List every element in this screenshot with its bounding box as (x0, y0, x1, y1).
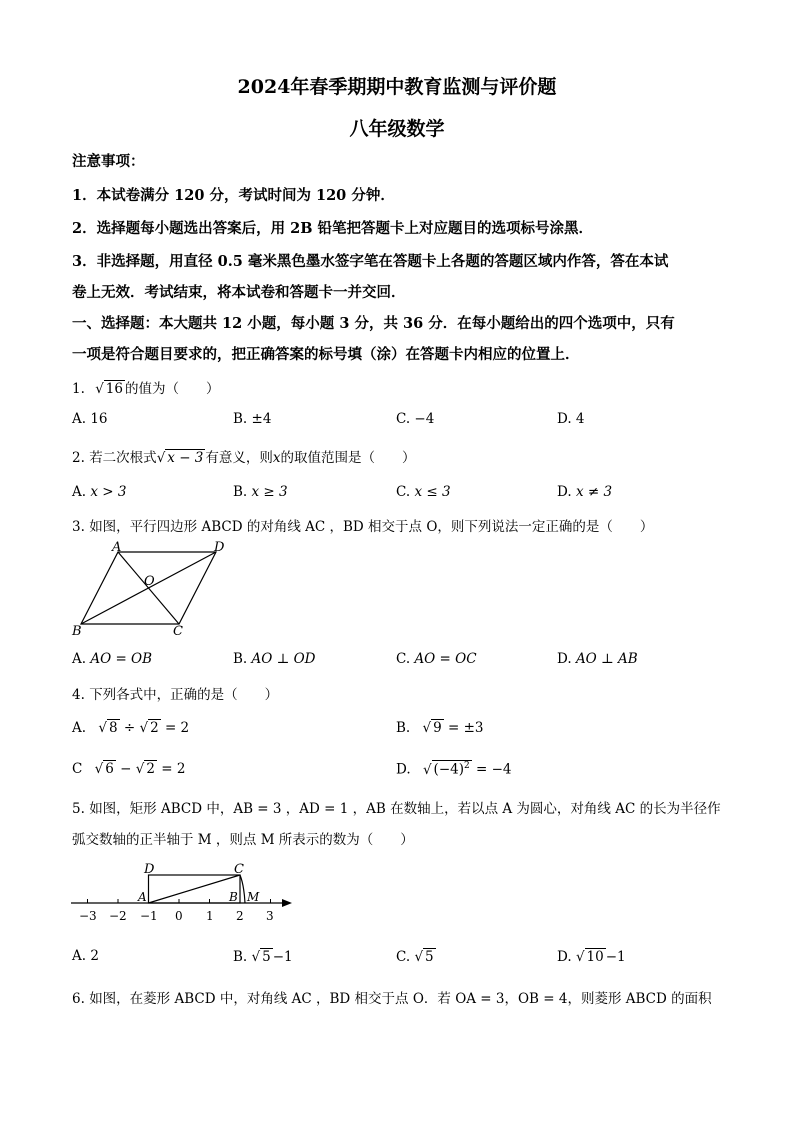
notice-item-3: 3．非选择题，用直径 0.5 毫米黑色墨水签字笔在答题卡上各题的答题区域内作答，答在本试 (72, 253, 669, 270)
question-1-radicand: 16 (105, 381, 123, 397)
label-o: O (144, 574, 155, 589)
label-b: B (229, 890, 238, 904)
question-2-radicand: x − 3 (167, 450, 204, 466)
question-1-option-b[interactable]: B. ±4 (233, 411, 272, 427)
question-4-option-a[interactable]: A. √ 8 ÷ √ 2 = 2 (72, 720, 190, 736)
diagonal-ac (149, 875, 241, 903)
question-4-option-d[interactable]: D. √ $(-4)^2 = -4$ (396, 761, 512, 778)
tick-label-0: 0 (175, 909, 183, 923)
question-6-stem: 6. 如图，在菱形 ABCD 中，对角线 AC ，BD 相交于点 O．若 OA = 3，OB = 4，则菱形 ABCD 的面积 (72, 991, 712, 1007)
parallelogram-figure (66, 540, 236, 640)
tick-label-neg1: −1 (140, 909, 158, 923)
tick-label-2: 2 (236, 909, 244, 923)
label-m: M (247, 890, 260, 904)
question-1-option-c[interactable]: C. −4 (396, 411, 435, 427)
tick-label-3: 3 (266, 909, 274, 923)
notice-item-2: 2．选择题每小题选出答案后，用 2B 铅笔把答题卡上对应题目的选项标号涂黑． (72, 220, 594, 237)
question-4-option-b[interactable]: B. √ 9 = ±3 (396, 720, 484, 736)
page-title: 2024年春季期期中教育监测与评价题 (237, 76, 557, 98)
arc-cm (240, 875, 245, 903)
tick-label-1: 1 (206, 909, 214, 923)
label-d: D (144, 862, 155, 877)
label-b: B (72, 624, 82, 639)
question-4-stem: 4. 下列各式中，正确的是（ ） (72, 687, 279, 703)
number-line-figure (66, 855, 306, 930)
label-c: C (234, 862, 244, 877)
question-5-option-a[interactable]: A. 2 (72, 948, 99, 964)
tick-label-neg3: −3 (79, 909, 97, 923)
tick-label-neg2: −2 (109, 909, 127, 923)
question-2-option-a[interactable]: A. x > 3 (72, 484, 127, 500)
question-3-option-a[interactable]: A. AO = OB (72, 651, 153, 667)
question-5-stem-line2: 弧交数轴的正半轴于 M ，则点 M 所表示的数为（ ） (72, 832, 414, 848)
question-3-option-d[interactable]: D. AO ⊥ AB (557, 651, 638, 667)
axis-arrow (282, 899, 292, 907)
question-2-option-c[interactable]: C. x ≤ 3 (396, 484, 451, 500)
label-a: A (138, 890, 147, 904)
page-subtitle: 八年级数学 (349, 118, 445, 140)
notice-item-3-cont: 卷上无效．考试结束，将本试卷和答题卡一并交回． (72, 284, 406, 301)
question-3-stem: 3. 如图，平行四边形 ABCD 的对角线 AC ，BD 相交于点 O，则下列说法一定正确的是（ ） (72, 519, 654, 535)
label-d: D (214, 540, 225, 555)
question-2-option-b[interactable]: B. x ≥ 3 (233, 484, 288, 500)
question-5-option-c[interactable]: C. √ 5 (396, 949, 434, 965)
question-3-option-b[interactable]: B. AO ⊥ OD (233, 651, 316, 667)
question-1-stem: 1. √ 16 的值为（ ） (72, 381, 220, 397)
question-4-option-c[interactable]: C √ 6 − √ 2 = 2 (72, 761, 186, 777)
label-a: A (112, 540, 122, 555)
question-1-option-d[interactable]: D. 4 (557, 411, 585, 427)
question-2-stem: 2. 若二次根式√ x − 3 有意义，则x的取值范围是（ ） (72, 450, 416, 466)
question-3-option-c[interactable]: C. AO = OC (396, 651, 477, 667)
notice-heading: 注意事项： (72, 153, 145, 170)
label-c: C (173, 624, 183, 639)
notice-item-1: 1．本试卷满分 120 分，考试时间为 120 分钟． (72, 187, 395, 204)
question-5-option-b[interactable]: B. √ 5 −1 (233, 949, 293, 965)
section-heading-line1: 一、选择题：本大题共 12 小题，每小题 3 分，共 36 分．在每小题给出的四个选项中，只有 (72, 315, 675, 332)
question-5-stem-line1: 5. 如图，矩形 ABCD 中，AB = 3 ，AD = 1 ，AB 在数轴上，若以点 A 为圆心，对角线 AC 的长为半径作 (72, 801, 721, 817)
question-5-option-d[interactable]: D. √ 10 −1 (557, 949, 626, 965)
question-2-option-d[interactable]: D. x ≠ 3 (557, 484, 613, 500)
question-1-option-a[interactable]: A. 16 (72, 411, 108, 427)
section-heading-line2: 一项是符合题目要求的，把正确答案的标号填（涂）在答题卡内相应的位置上． (72, 346, 580, 363)
